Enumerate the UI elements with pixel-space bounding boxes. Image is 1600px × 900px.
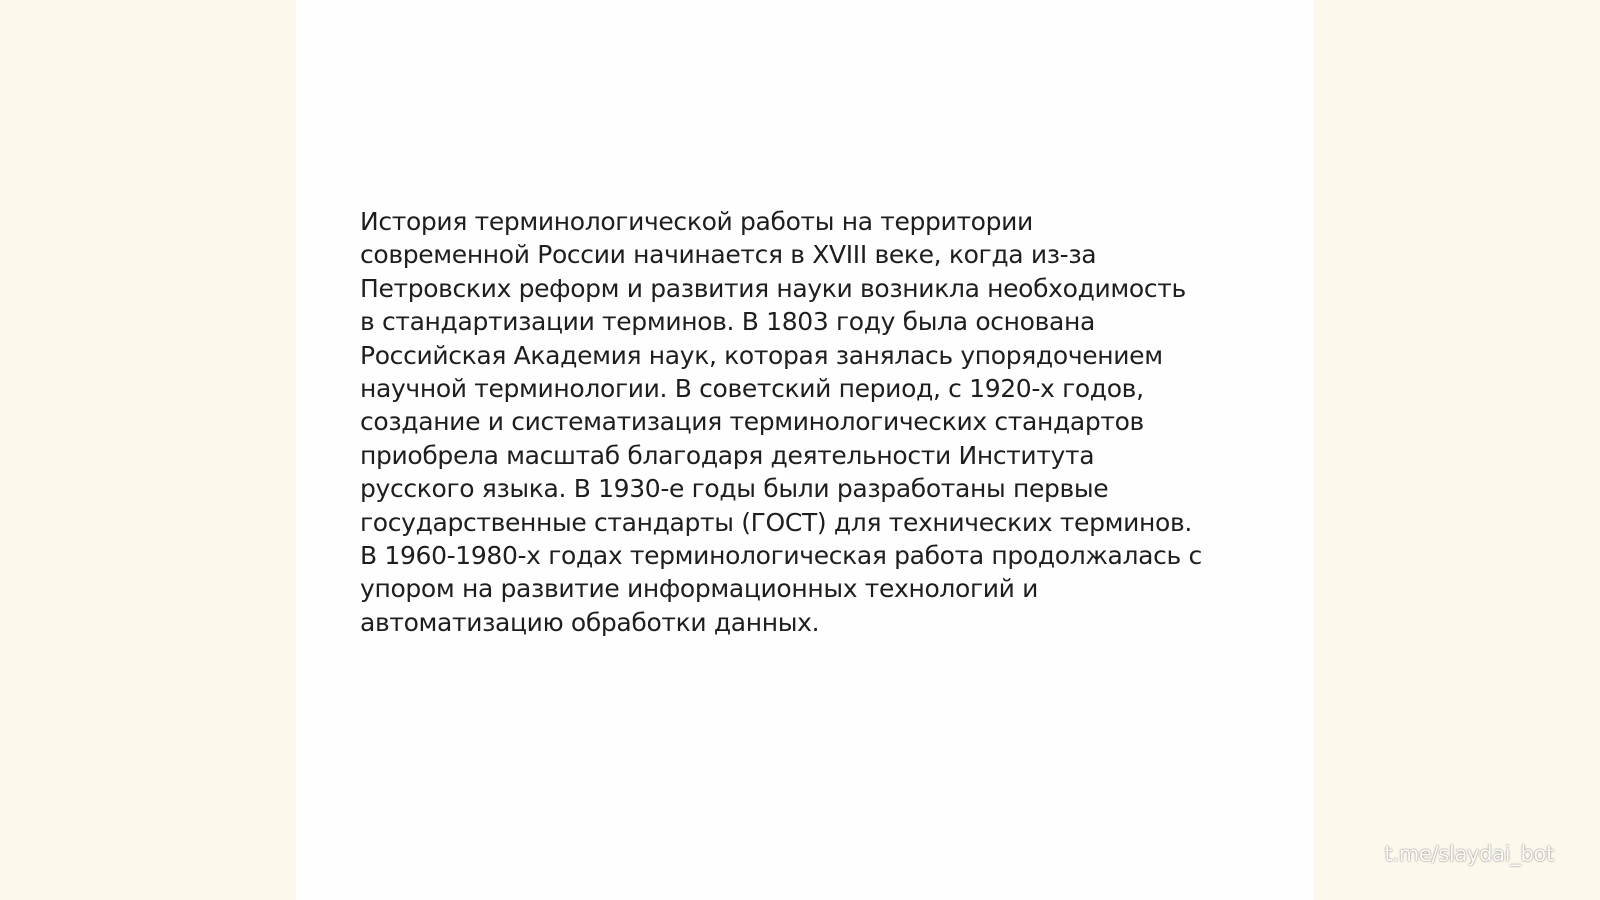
text-line: приобрела масштаб благодаря деятельности Института (360, 440, 1095, 470)
text-line: научной терминологии. В советский период, с 1920-х годов, (360, 374, 1144, 404)
watermark: t.me/slaydai_bot (1384, 842, 1554, 866)
text-line: государственные стандарты (ГОСТ) для технических терминов. (360, 507, 1192, 537)
text-line: упором на развитие информационных технологий и (360, 574, 1039, 604)
slide-body-text (360, 205, 1240, 639)
text-line: История терминологической работы на территории (360, 207, 1033, 236)
right-background (1314, 0, 1600, 900)
text-line: современной России начинается в XVIII веке, когда из-за (360, 240, 1097, 270)
text-line: автоматизацию обработки данных. (360, 607, 820, 637)
text-line: создание и систематизация терминологических стандартов (360, 407, 1144, 437)
text-line: Российская Академия наук, которая занялась упорядочением (360, 340, 1163, 370)
text-line: Петровских реформ и развития науки возникла необходимость (360, 273, 1186, 303)
text-line: В 1960-1980-х годах терминологическая работа продолжалась с (360, 541, 1202, 571)
text-line: в стандартизации терминов. В 1803 году была основана (360, 307, 1095, 337)
left-background (0, 0, 296, 900)
text-line: русского языка. В 1930-е годы были разработаны первые (360, 474, 1109, 504)
